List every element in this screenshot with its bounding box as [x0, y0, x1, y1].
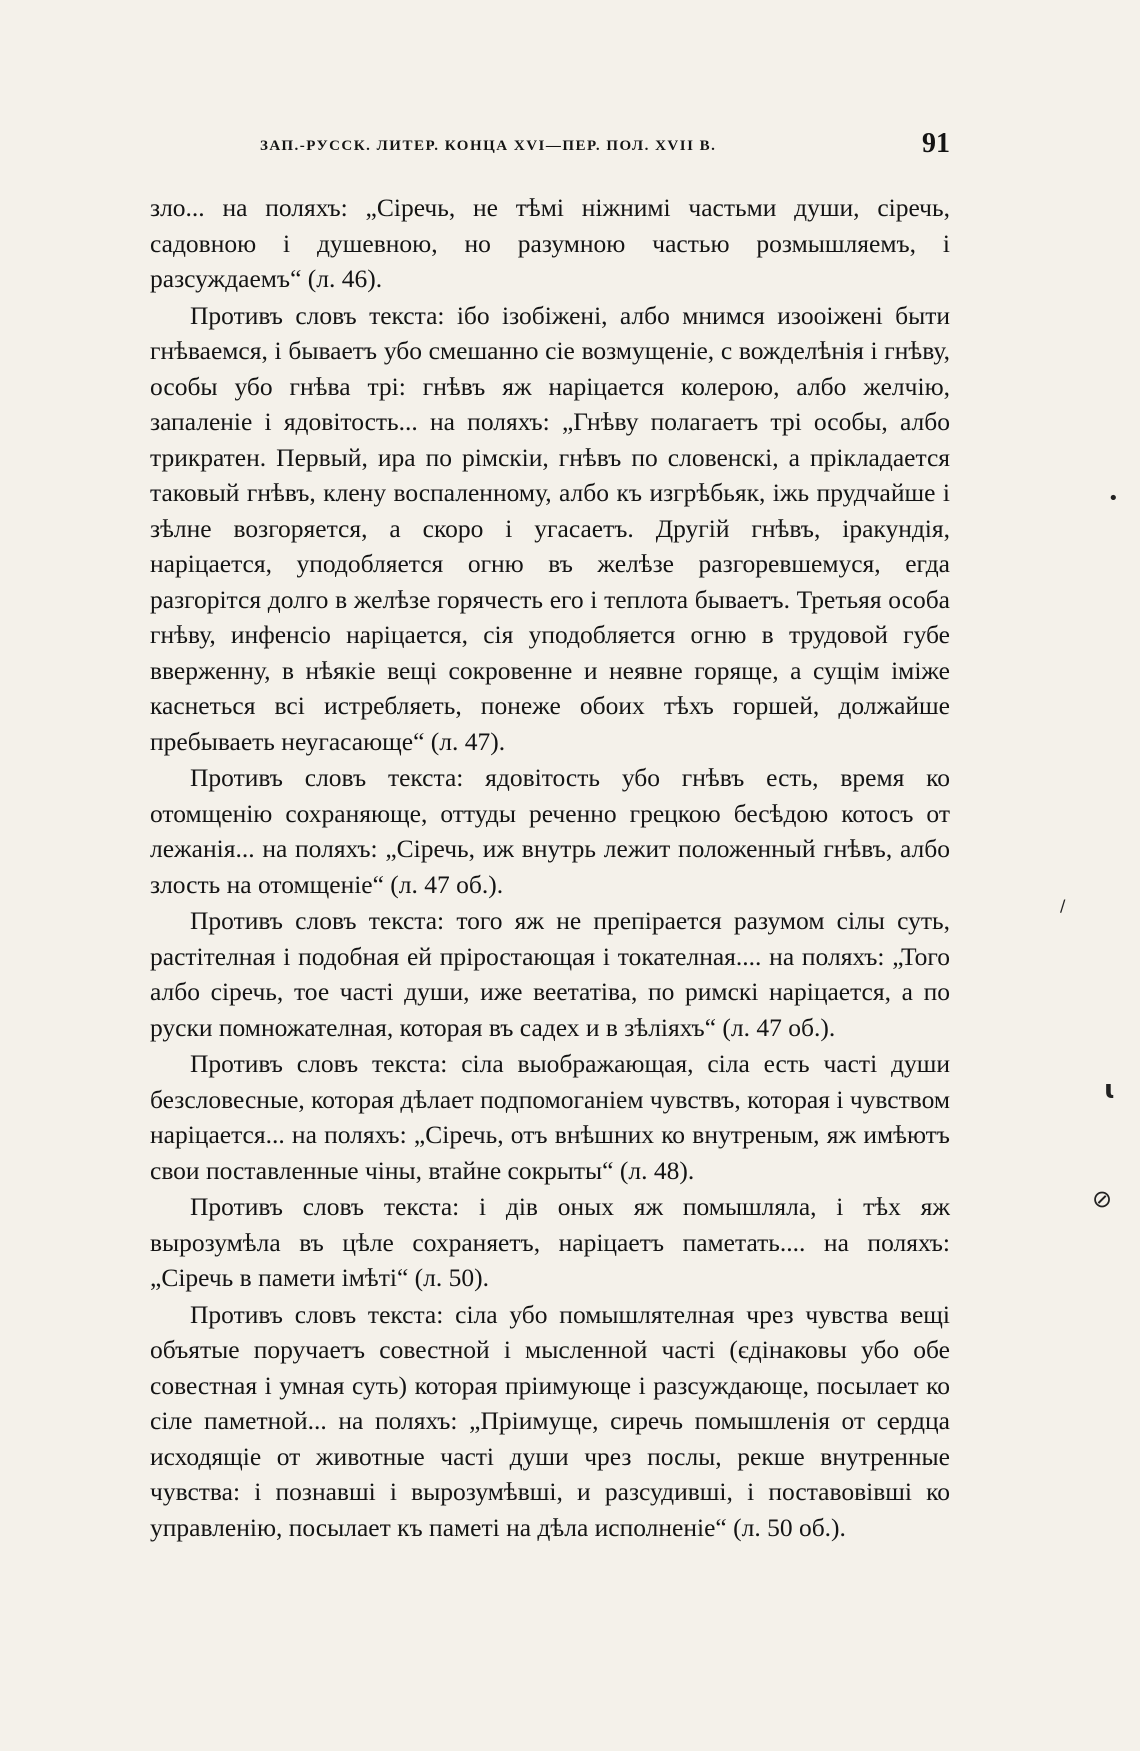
margin-tick-mark: /: [1060, 896, 1066, 915]
running-head: [130, 128, 950, 168]
paragraph: Противъ словъ текста: і дів оных яж помышляла, і тѣх яж вырозумѣла въ цѣле сохраняетъ, наріцаетъ паметать.... на поляхъ: „Сіречь в памети імѣті“ (л. 50).: [150, 1192, 950, 1292]
margin-dot-mark: •: [1108, 488, 1119, 509]
body-text: [150, 190, 950, 1546]
margin-stroke-mark: ɩ: [1104, 1075, 1116, 1105]
paragraph: Противъ словъ текста: ядовітость убо гнѣвъ есть, время ко отомщенію сохраняюще, оттуды реченно грецкою бесѣдою котосъ от лежанія... на поляхъ: „Сіречь, иж внутрь лежит положенный гнѣвъ, албо злость на отомщеніе“ (л. 47 об.).: [150, 763, 950, 899]
paragraph: Противъ словъ текста: сіла выображающая, сіла есть часті души безсловесные, которая дѣлает подпомоганіем чувствъ, которая і чувством наріцается... на поляхъ: „Сіречь, отъ внѣшних ко внутреным, яж имѣютъ свои поставленные чіны, втайне сокрыты“ (л. 48).: [150, 1049, 951, 1185]
paragraph: зло... на поляхъ: „Сіречь, не тѣмі ніжнимі частьми души, сіречь, садовною і душевною, но разумною частью розмышляемъ, і разсуждаемъ“ (л. 46).: [150, 193, 950, 293]
page-number: 91: [922, 128, 950, 159]
paragraph: Противъ словъ текста: ібо ізобіжені, албо мнимся изооіжені быти гнѣваемся, і бываетъ убо смешанно сіе возмущеніе, с вожделѣнія і гнѣву, особы убо гнѣва трі: гнѣвъ яж наріцается колерою, албо желчію, запаленіе і ядовітость... на поляхъ: „Гнѣву полагаетъ трі особы, албо трикратен. Первый, ира по рімскіи, гнѣвъ по словенскі, а прікладается таковый гнѣвъ, клену воспаленному, албо къ изгрѣбьяк, іжь прудчайше і зѣлне возгоряется, а скоро і угасаетъ. Другій гнѣвъ, іракундія, наріцается, уподобляется огню въ желѣзе разгоревшемуся, егда разгорітся долго в желѣзе горячесть его і теплота бываетъ. Третьяя особа гнѣву, инфенсіо наріцается, сія уподобляется огню в трудовой губе вверженну, в нѣякіе вещі сокровенне и неявне горяще, а сущім іміже каснеться всі истребляеть, понеже обоих тѣхъ горшей, должайше пребываеть неугасающе“ (л. 47).: [150, 300, 950, 756]
paragraph: Противъ словъ текста: того яж не препірается разумом сілы суть, растітелная і подобная ей пріростающая і токателная.... на поляхъ: „Того албо сіречь, тое часті души, иже веетатіва, по римскі наріцается, а по руски помножателная, которая въ садех и в зѣліяхъ“ (л. 47 об.).: [150, 906, 950, 1042]
running-title: ЗАП.-РУССК. ЛИТЕР. КОНЦА XVI—ПЕР. ПОЛ. XVII В.: [260, 138, 717, 154]
margin-squiggle-mark: ⊘: [1092, 1185, 1113, 1213]
paragraph: Противъ словъ текста: сіла убо помышлятелная чрез чувства вещі объятые поручаетъ совестной і мысленной часті (єдінаковы убо обе совестная і умная суть) которая пріимующе і разсуждающе, посылает ко сіле паметной... на поляхъ: „Пріимуще, сиречь помышленія от сердца исходящіе от животные часті души чрез послы, рекше внутренные чувства: і познавші і вырозумѣвші, и разсудивші, і поставовівші ко управленію, посылает къ паметі на дѣла исполненіе“ (л. 50 об.).: [150, 1299, 950, 1542]
